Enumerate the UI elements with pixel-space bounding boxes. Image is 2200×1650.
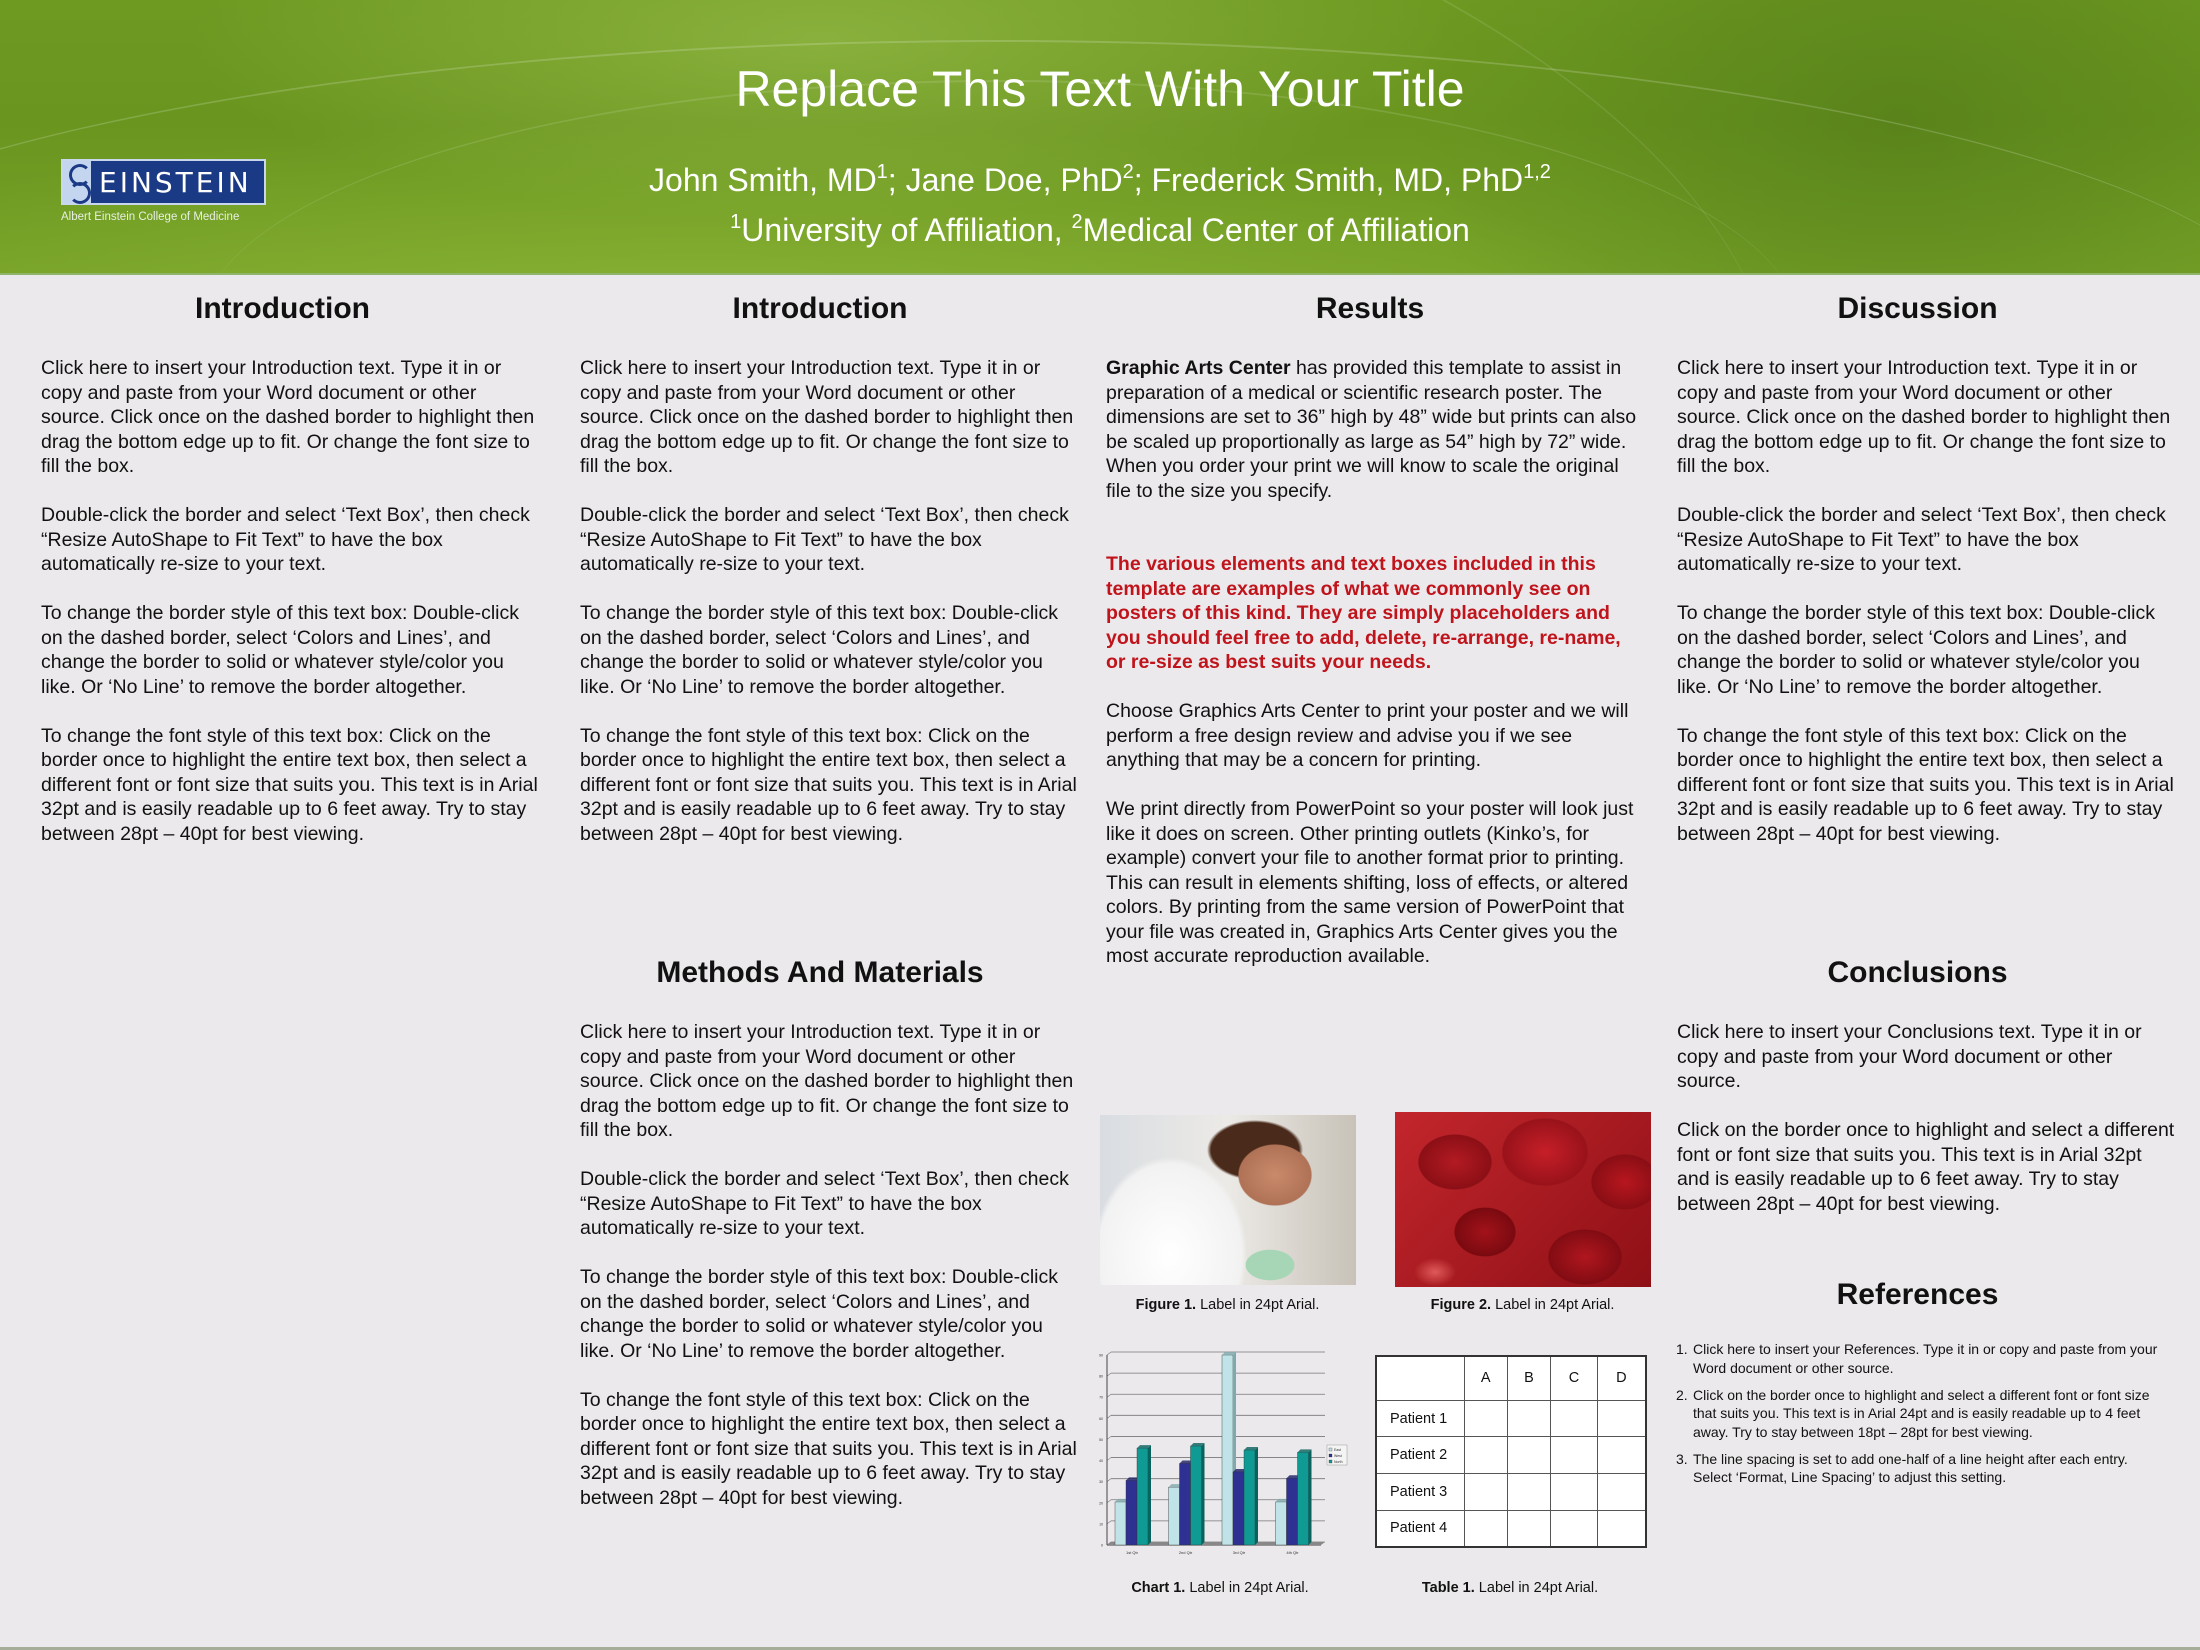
reference-number: 2. [1676,1386,1688,1403]
paragraph: To change the border style of this text box: Double-click on the dashed border, select ‘Colors and Lines’, and change the border to solid or whatever style/color you like. Or ‘No Line’ to remove the border altogether. [580,1266,1058,1362]
affil-sup: 1 [730,211,742,233]
y-tick-label: 0 [1101,1543,1103,1548]
poster-title[interactable]: Replace This Text With Your Title [735,61,1465,117]
paragraph: To change the font style of this text box: Click on the border once to highlight the entire text box, then select a different font or font size that suits you. This text is in Arial 32pt and is easily readable up to 6 feet away. Try to stay between 28pt – 40pt for best viewing. [580,724,1077,845]
bar-side [1202,1443,1205,1545]
y-tick-label: 40 [1099,1459,1103,1464]
red-note: The various elements and text boxes included in this template are examples of what we commonly see on posters of this kind. They are simply placeholders and you should feel free to add, delete, re-arrange, re-name, or re-size as best suits your needs. [1106,553,1621,673]
legend-label: North [1334,1459,1343,1464]
table-row [1376,1437,1646,1474]
bar-north[interactable] [1298,1452,1309,1545]
x-tick-label: 1st Qtr [1125,1550,1139,1555]
header-banner [0,0,2200,275]
table-header-row [1376,1356,1646,1400]
table-cell[interactable] [1597,1400,1646,1437]
affiliation-list[interactable] [0,212,2200,249]
paragraph: To change the border style of this text box: Double-click on the dashed border, select ‘Colors and Lines’, and change the border to solid or whatever style/color you like. Or ‘No Line’ to remove the border altogether. [1677,602,2155,698]
table-cell[interactable] [1551,1510,1598,1547]
y-tick-label: 50 [1099,1437,1103,1442]
caption-label: Table 1. [1421,1580,1475,1596]
section-title-methods: Methods And Materials [656,956,984,989]
references-list[interactable] [1676,1340,2166,1495]
author-name: Frederick Smith, MD, PhD [1151,162,1524,198]
table-cell[interactable] [1507,1400,1550,1437]
paragraph: Double-click the border and select ‘Text Box’, then check “Resize AutoShape to Fit Text” to have the box automatically re-size to your text. [41,504,530,575]
bar-side [1255,1447,1258,1545]
table-row-label: Patient 4 [1376,1510,1464,1547]
table-cell[interactable] [1551,1474,1598,1511]
results-text-box[interactable] [1106,356,1641,993]
gridline-depth [1107,1458,1111,1461]
figure-1-lab-scientist-image[interactable] [1100,1115,1356,1285]
bar-side [1309,1449,1312,1545]
author-separator: ; [1133,162,1152,198]
affil-name: Medical Center of Affiliation [1082,212,1470,248]
author-name: Jane Doe, PhD [905,162,1123,198]
paragraph: Click on the border once to highlight and select a different font or font size that suits you. This text is in Arial 32pt and is easily readable up to 6 feet away. Try to stay between 28pt – 40pt for best viewing. [1677,1119,2175,1215]
figure-1-caption [1095,1297,1360,1313]
reference-text: Click on the border once to highlight and select a different font or font size that suits you. This text is in Arial 24pt and is easily readable up to 4 feet away. Try to stay between 18pt – 28pt for best viewing. [1693,1386,2150,1440]
paragraph: To change the font style of this text box: Click on the border once to highlight the entire text box, then select a different font or font size that suits you. This text is in Arial 32pt and is easily readable up to 6 feet away. Try to stay between 28pt – 40pt for best viewing. [41,724,538,845]
x-tick-label: 2nd Qtr [1178,1550,1193,1555]
paragraph: To change the font style of this text box: Click on the border once to highlight the entire text box, then select a different font or font size that suits you. This text is in Arial 32pt and is easily readable up to 6 feet away. Try to stay between 28pt – 40pt for best viewing. [580,1388,1077,1509]
y-tick-label: 20 [1099,1501,1103,1506]
paragraph: Double-click the border and select ‘Text Box’, then check “Resize AutoShape to Fit Text” to have the box automatically re-size to your text. [580,504,1069,575]
section-title-results: Results [1315,292,1425,325]
paragraph: Click here to insert your Introduction text. Type it in or copy and paste from your Word document or other source. Click once on the dashed border to highlight then drag the bottom edge up to fit. Or change the font size to fill the box. [580,357,1074,477]
y-tick-label: 10 [1099,1522,1103,1527]
gridline-depth [1107,1521,1111,1524]
org-name: Graphic Arts Center [1106,357,1291,379]
bar-west[interactable] [1126,1480,1137,1545]
author-affil-sup: 1,2 [1523,161,1551,183]
intro-text: has provided this template to assist in preparation of a medical or scientific research poster. The dimensions are set to 36” high by 48” wide but prints can also be scaled up proportionally as large as 54” high by 72” wide. When you order your print we will know to scale the original file to the size you specify. [1106,357,1637,502]
table-cell[interactable] [1464,1400,1507,1437]
x-tick-label: 3rd Qtr [1232,1550,1246,1555]
reference-item [1676,1386,2166,1442]
gridline-depth [1107,1352,1111,1355]
table-cell[interactable] [1597,1474,1646,1511]
table-cell[interactable] [1551,1400,1598,1437]
caption-text: Label in 24pt Arial. [1196,1297,1320,1313]
logo-subtitle: Albert Einstein College of Medicine [61,211,240,223]
caption-text: Label in 24pt Arial. [1491,1297,1615,1313]
caption-text: Label in 24pt Arial. [1474,1580,1599,1596]
gridline-depth [1107,1500,1111,1503]
table-cell[interactable] [1507,1474,1550,1511]
caption-label: Figure 1. [1135,1297,1197,1313]
chart-1-caption [1095,1580,1345,1596]
table-1-patients[interactable] [1375,1355,1647,1548]
discussion-text-box[interactable] [1677,356,2177,871]
table-header-cell: D [1597,1356,1646,1400]
table-row-label: Patient 3 [1376,1474,1464,1511]
legend-swatch [1329,1448,1332,1451]
table-1-caption [1385,1580,1635,1596]
bar-east[interactable] [1115,1502,1126,1545]
conclusions-text-box[interactable] [1677,1020,2177,1241]
bar-west[interactable] [1287,1478,1298,1545]
reference-number: 3. [1676,1450,1688,1467]
affil-separator: , [1053,212,1072,248]
y-tick-label: 80 [1099,1374,1103,1379]
x-tick-label: 4th Qtr [1286,1550,1299,1555]
author-affil-sup: 2 [1122,161,1134,183]
gridline-depth [1107,1436,1111,1439]
y-tick-label: 90 [1099,1353,1103,1358]
chart-legend [1327,1445,1347,1465]
reference-text: Click here to insert your References. Type it in or copy and paste from your Word document or other source. [1693,1341,2158,1376]
bar-west[interactable] [1233,1472,1244,1545]
table-cell[interactable] [1464,1474,1507,1511]
bar-north[interactable] [1137,1448,1148,1545]
author-separator: ; [887,162,906,198]
caption-text: Label in 24pt Arial. [1185,1580,1309,1596]
table-header-cell [1376,1356,1464,1400]
reference-text: The line spacing is set to add one-half of a line height after each entry. Select ‘Format, Line Spacing’ to adjust this setting. [1693,1450,2128,1485]
paragraph: We print directly from PowerPoint so your poster will look just like it does on screen. Other printing outlets (Kinko’s, for example) convert your file to another format prior to printing. This can result in elements shifting, loss of effects, or altered colors. By printing from the same version of PowerPoint that your file was created in, Graphics Arts Center gives you the most accurate reproduction available. [1106,798,1634,967]
y-tick-label: 70 [1099,1395,1103,1400]
legend-swatch [1329,1460,1332,1463]
bar-north[interactable] [1244,1450,1255,1545]
gridline-depth [1107,1415,1111,1418]
paragraph: Double-click the border and select ‘Text Box’, then check “Resize AutoShape to Fit Text” to have the box automatically re-size to your text. [1677,504,2166,575]
paragraph: Choose Graphics Arts Center to print your poster and we will perform a free design review and advise you if we see anything that may be a concern for printing. [1106,700,1629,771]
table-header-cell: B [1507,1356,1550,1400]
table-row-label: Patient 2 [1376,1437,1464,1474]
table-cell[interactable] [1464,1510,1507,1547]
bar-north[interactable] [1191,1446,1202,1545]
reference-item [1676,1340,2166,1377]
paragraph: Click here to insert your Introduction text. Type it in or copy and paste from your Word document or other source. Click once on the dashed border to highlight then drag the bottom edge up to fit. Or change the font size to fill the box. [41,357,535,477]
author-affil-sup: 1 [876,161,888,183]
y-tick-label: 60 [1099,1416,1103,1421]
figure-2-blood-cells-image[interactable] [1395,1112,1651,1287]
introduction-2-text-box[interactable] [580,356,1080,871]
reference-number: 1. [1676,1341,1688,1357]
table-cell[interactable] [1464,1437,1507,1474]
paragraph: To change the font style of this text box: Click on the border once to highlight the entire text box, then select a different font or font size that suits you. This text is in Arial 32pt and is easily readable up to 6 feet away. Try to stay between 28pt – 40pt for best viewing. [1677,724,2174,845]
caption-label: Figure 2. [1430,1297,1492,1313]
results-intro [1106,356,1641,503]
section-title-conclusions: Conclusions [1827,956,2008,989]
paragraph: Click here to insert your Introduction text. Type it in or copy and paste from your Word document or other source. Click once on the dashed border to highlight then drag the bottom edge up to fit. Or change the font size to fill the box. [1677,357,2171,477]
logo-wordmark: EINSTEIN [99,165,252,199]
legend-swatch [1329,1454,1332,1457]
author-list[interactable] [0,162,2200,199]
table-row-label: Patient 1 [1376,1400,1464,1437]
figure-2-caption [1390,1297,1655,1313]
caption-label: Chart 1. [1131,1580,1186,1596]
paragraph: Double-click the border and select ‘Text Box’, then check “Resize AutoShape to Fit Text” to have the box automatically re-size to your text. [580,1168,1069,1239]
bar-east[interactable] [1222,1355,1233,1545]
bar-east[interactable] [1169,1487,1180,1545]
table-header-cell: C [1551,1356,1598,1400]
paragraph: To change the border style of this text box: Double-click on the dashed border, select ‘Colors and Lines’, and change the border to solid or whatever style/color you like. Or ‘No Line’ to remove the border altogether. [580,602,1058,698]
gridline-depth [1107,1394,1111,1397]
section-title-references: References [1836,1278,1999,1311]
table-row [1376,1474,1646,1511]
section-title-introduction-2: Introduction [732,292,908,325]
table-cell[interactable] [1597,1437,1646,1474]
bar-side [1148,1445,1151,1545]
table-row [1376,1510,1646,1547]
table-cell[interactable] [1507,1437,1550,1474]
paragraph: Click here to insert your Conclusions text. Type it in or copy and paste from your Word document or other source. [1677,1021,2142,1092]
affil-sup: 2 [1071,211,1083,233]
chart-1-bar-chart[interactable] [1093,1350,1349,1560]
table-cell[interactable] [1597,1510,1646,1547]
introduction-text-box[interactable] [41,356,541,871]
y-tick-label: 30 [1099,1480,1103,1485]
methods-text-box[interactable] [580,1020,1080,1535]
reference-item [1676,1450,2166,1487]
section-title-introduction: Introduction [195,292,370,325]
table-cell[interactable] [1551,1437,1598,1474]
section-title-discussion: Discussion [1837,292,1998,325]
affil-name: University of Affiliation [741,212,1054,248]
gridline-depth [1107,1373,1111,1376]
table-cell[interactable] [1507,1510,1550,1547]
bar-east[interactable] [1276,1502,1287,1545]
legend-label: East [1334,1447,1342,1452]
author-name: John Smith, MD [649,162,877,198]
table-row [1376,1400,1646,1437]
bar-west[interactable] [1180,1464,1191,1545]
gridline-depth [1107,1479,1111,1482]
table-header-cell: A [1464,1356,1507,1400]
paragraph: Click here to insert your Introduction text. Type it in or copy and paste from your Word document or other source. Click once on the dashed border to highlight then drag the bottom edge up to fit. Or change the font size to fill the box. [580,1021,1074,1141]
paragraph: To change the border style of this text box: Double-click on the dashed border, select ‘Colors and Lines’, and change the border to solid or whatever style/color you like. Or ‘No Line’ to remove the border altogether. [41,602,519,698]
legend-label: West [1334,1453,1342,1458]
